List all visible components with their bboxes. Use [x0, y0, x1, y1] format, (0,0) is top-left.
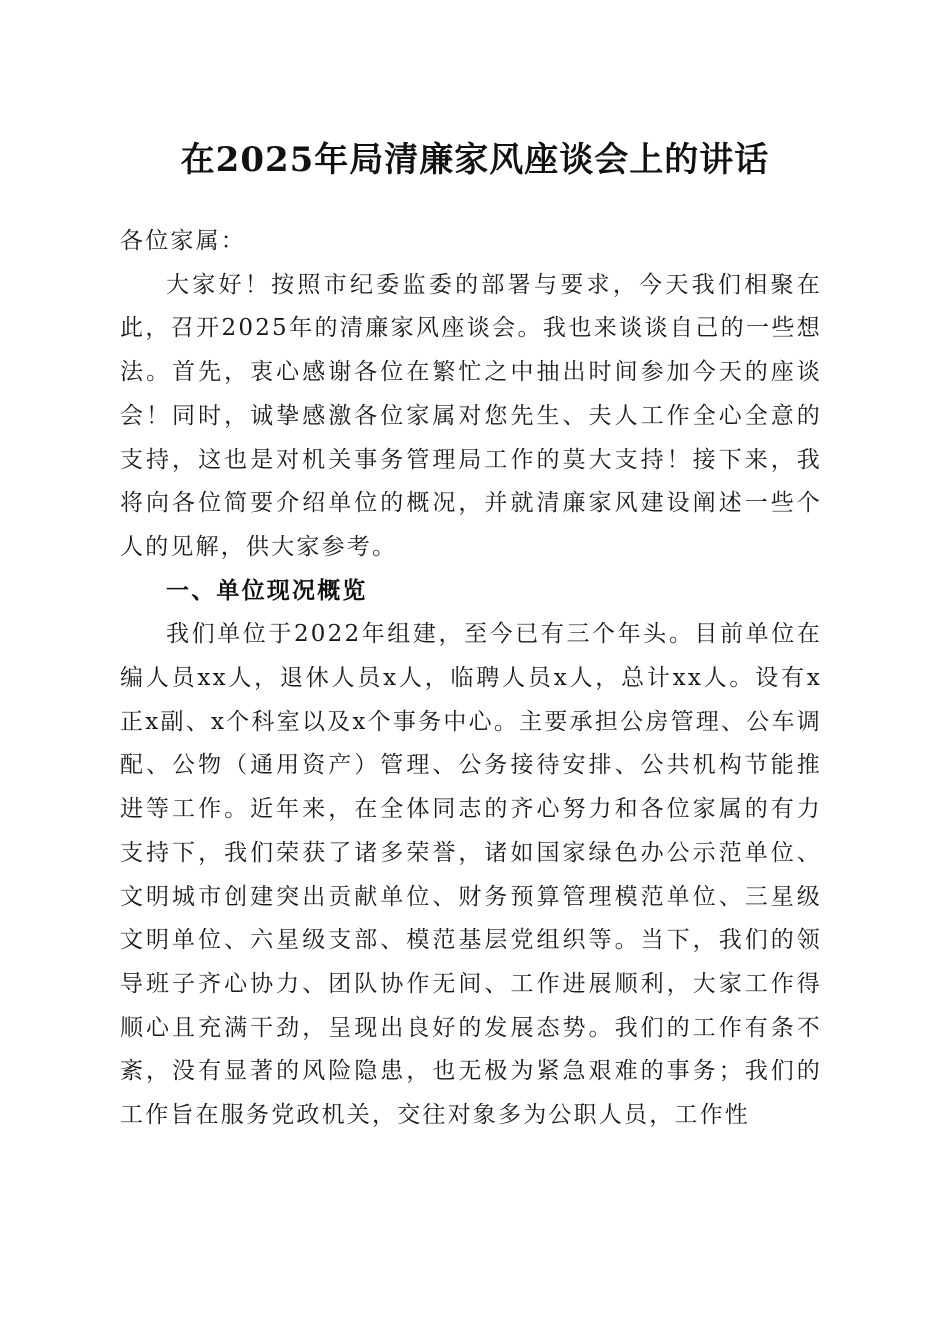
salutation: 各位家属： — [120, 228, 246, 254]
paragraph-intro: 大家好！按照市纪委监委的部署与要求，今天我们相聚在此，召开2025年的清廉家风座谈会。我也来谈谈自己的一些想法。首先，衷心感谢各位在繁忙之中抽出时间参加今天的座谈会！同时，诚挚感激各位家属对您先生、夫人工作全心全意的支持，这也是对机关事务管理局工作的莫大支持！接下来，我将向各位简要介绍单位的概况，并就清廉家风建设阐述一些个人的见解，供大家参考。 — [120, 271, 822, 560]
document-title: 在2025年局清廉家风座谈会上的讲话 — [180, 140, 770, 180]
paragraph-unit-overview: 我们单位于2022年组建，至今已有三个年头。目前单位在编人员xx人，退休人员x人，临聘人员x人，总计xx人。设有x正x副、x个科室以及x个事务中心。主要承担公房管理、公车调配、公物（通用资产）管理、公务接待安排、公共机构节能推进等工作。近年来，在全体同志的齐心努力和各位家属的有力支持下，我们荣获了诸多荣誉，诸如国家绿色办公示范单位、文明城市创建突出贡献单位、财务预算管理模范单位、三星级文明单位、六星级支部、模范基层党组织等。当下，我们的领导班子齐心协力、团队协作无间、工作进展顺利，大家工作得顺心且充满干劲，呈现出良好的发展态势。我们的工作有条不紊，没有显著的风险隐患，也无极为紧急艰难的事务；我们的工作旨在服务党政机关，交往对象多为公职人员，工作性 — [120, 621, 822, 1129]
document-body — [120, 220, 822, 1138]
section-heading: 一、单位现况概览 — [166, 577, 368, 604]
